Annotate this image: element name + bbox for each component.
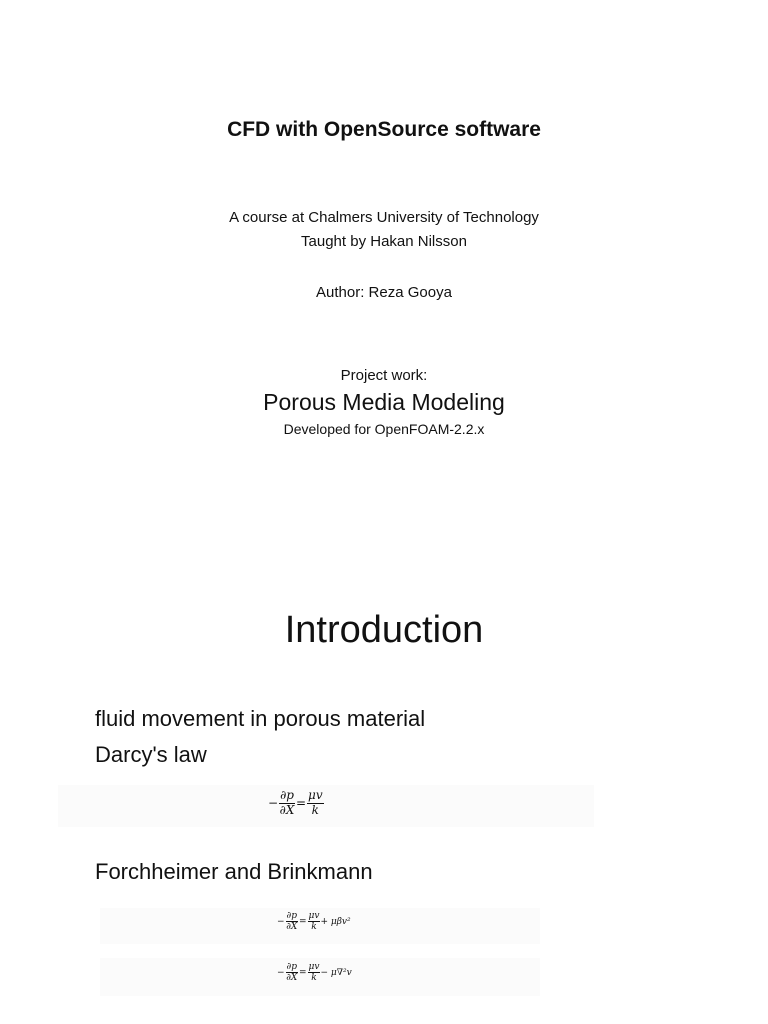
- eq-lhs-numerator: ∂p: [280, 788, 294, 802]
- taught-by-line: Taught by Hakan Nilsson: [301, 233, 467, 250]
- eq-lhs-fraction: [279, 789, 295, 818]
- equation-background: [58, 785, 594, 827]
- forchheimer-equation: [276, 911, 351, 933]
- eq-lhs-numerator: ∂p: [286, 962, 297, 972]
- developed-for-line: Developed for OpenFOAM-2.2.x: [283, 421, 485, 437]
- eq-rhs-numerator: μv: [308, 788, 323, 802]
- eq-rhs-numerator: μv: [308, 911, 320, 921]
- eq-lhs-fraction: [286, 911, 298, 933]
- darcy-equation: [267, 789, 324, 818]
- brinkmann-equation: [276, 962, 352, 984]
- introduction-heading: Introduction: [284, 609, 484, 651]
- eq-equals-sign: =: [298, 916, 307, 927]
- course-line: A course at Chalmers University of Technology: [229, 209, 539, 226]
- eq-rhs-denominator: k: [311, 802, 319, 817]
- eq-rhs-fraction: [308, 962, 321, 984]
- eq-lhs-denominator: ∂X: [286, 973, 298, 984]
- intro-bullet-forchheimer-brinkmann: Forchheimer and Brinkmann: [95, 859, 373, 884]
- eq-lhs-numerator: ∂p: [286, 911, 297, 921]
- eq-rhs-fraction: [307, 789, 324, 818]
- eq-lhs-denominator: ∂X: [286, 922, 298, 933]
- eq-rhs-numerator: μv: [308, 962, 320, 972]
- eq-equals-sign: =: [295, 796, 307, 811]
- eq-lhs-denominator: ∂X: [279, 802, 295, 817]
- document-title: CFD with OpenSource software: [227, 118, 541, 141]
- project-title: Porous Media Modeling: [263, 389, 505, 415]
- eq-minus-sign: −: [277, 916, 285, 927]
- eq-minus-sign: −: [268, 796, 279, 811]
- project-work-label: Project work:: [340, 367, 428, 384]
- author-line: Author: Reza Gooya: [316, 284, 452, 301]
- eq-rhs-denominator: k: [311, 922, 317, 933]
- eq-rhs-fraction: [308, 911, 321, 933]
- eq-rhs-denominator: k: [311, 973, 317, 984]
- eq-equals-sign: =: [298, 967, 307, 978]
- intro-bullet-darcy: Darcy's law: [95, 742, 207, 767]
- eq-lhs-fraction: [286, 962, 298, 984]
- eq-tail-term: + μβv²: [320, 916, 351, 927]
- intro-bullet-porous-flow: fluid movement in porous material: [95, 706, 426, 731]
- eq-minus-sign: −: [277, 967, 285, 978]
- eq-tail-term: − μ∇²v: [320, 967, 352, 978]
